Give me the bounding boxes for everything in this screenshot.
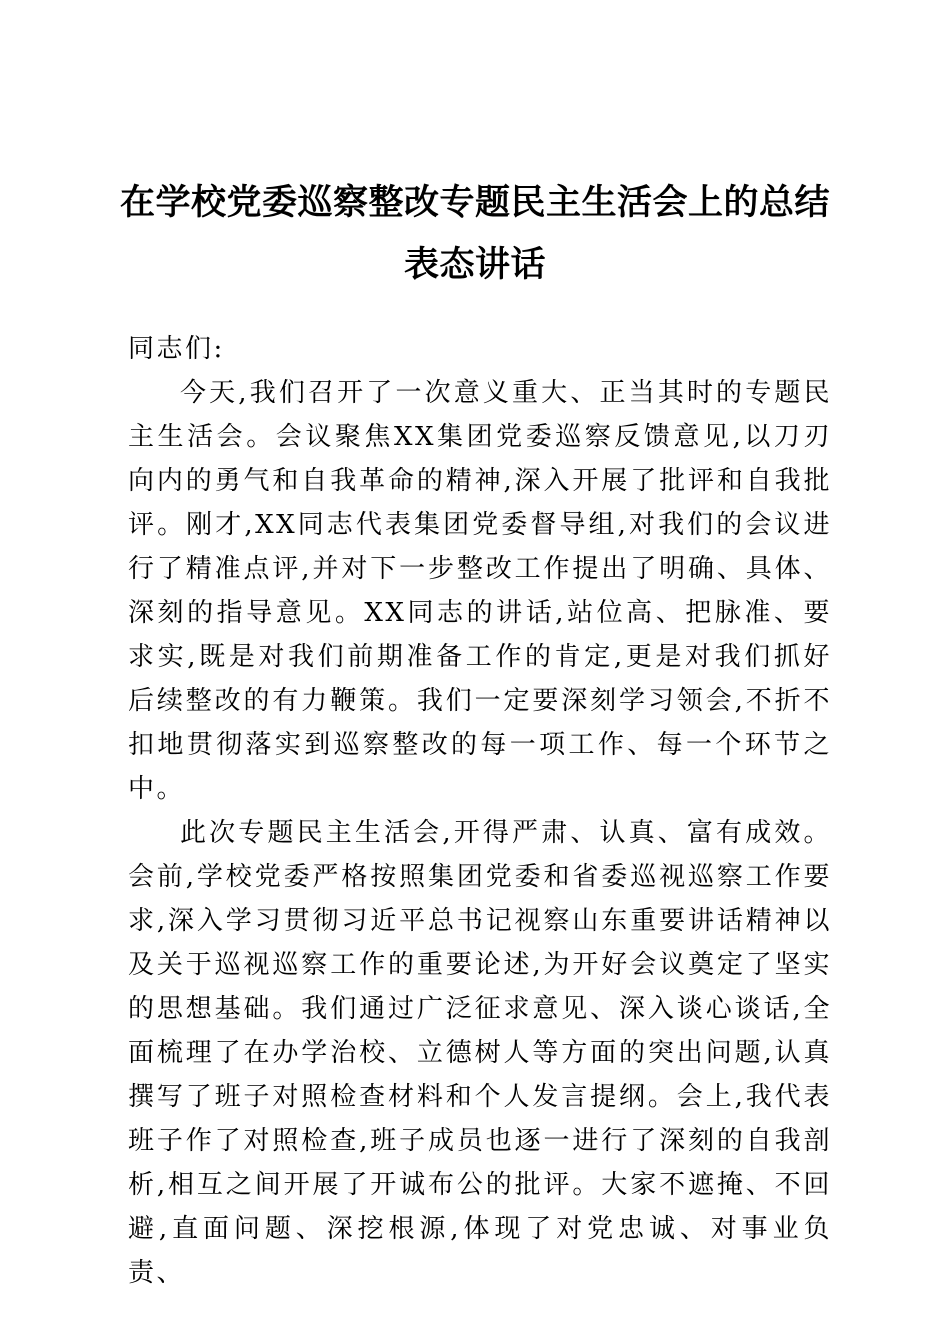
salutation: 同志们: bbox=[128, 334, 225, 364]
document-title-line-2: 表态讲话 bbox=[403, 244, 546, 285]
document-body bbox=[128, 327, 832, 1295]
paragraph-1: 今天,我们召开了一次意义重大、正当其时的专题民主生活会。会议聚焦XX集团党委巡察反馈意见,以刀刃向内的勇气和自我革命的精神,深入开展了批评和自我批评。刚才,XX同志代表集团党委督导组,对我们的会议进行了精准点评,并对下一步整改工作提出了明确、具体、深刻的指导意见。XX同志的讲话,站位高、把脉准、要求实,既是对我们前期准备工作的肯定,更是对我们抓好后续整改的有力鞭策。我们一定要深刻学习领会,不折不扣地贯彻落实到巡察整改的每一项工作、每一个环节之中。 bbox=[128, 378, 832, 804]
document-title-line-1: 在学校党委巡察整改专题民主生活会上的总结 bbox=[119, 182, 830, 223]
document-title bbox=[100, 172, 850, 296]
paragraph-2: 此次专题民主生活会,开得严肃、认真、富有成效。会前,学校党委严格按照集团党委和省委巡视巡察工作要求,深入学习贯彻习近平总书记视察山东重要讲话精神以及关于巡视巡察工作的重要论述,为开好会议奠定了坚实的思想基础。我们通过广泛征求意见、深入谈心谈话,全面梳理了在办学治校、立德树人等方面的突出问题,认真撰写了班子对照检查材料和个人发言提纲。会上,我代表班子作了对照检查,班子成员也逐一进行了深刻的自我剖析,相互之间开展了开诚布公的批评。大家不遮掩、不回避,直面问题、深挖根源,体现了对党忠诚、对事业负责、 bbox=[128, 818, 832, 1288]
